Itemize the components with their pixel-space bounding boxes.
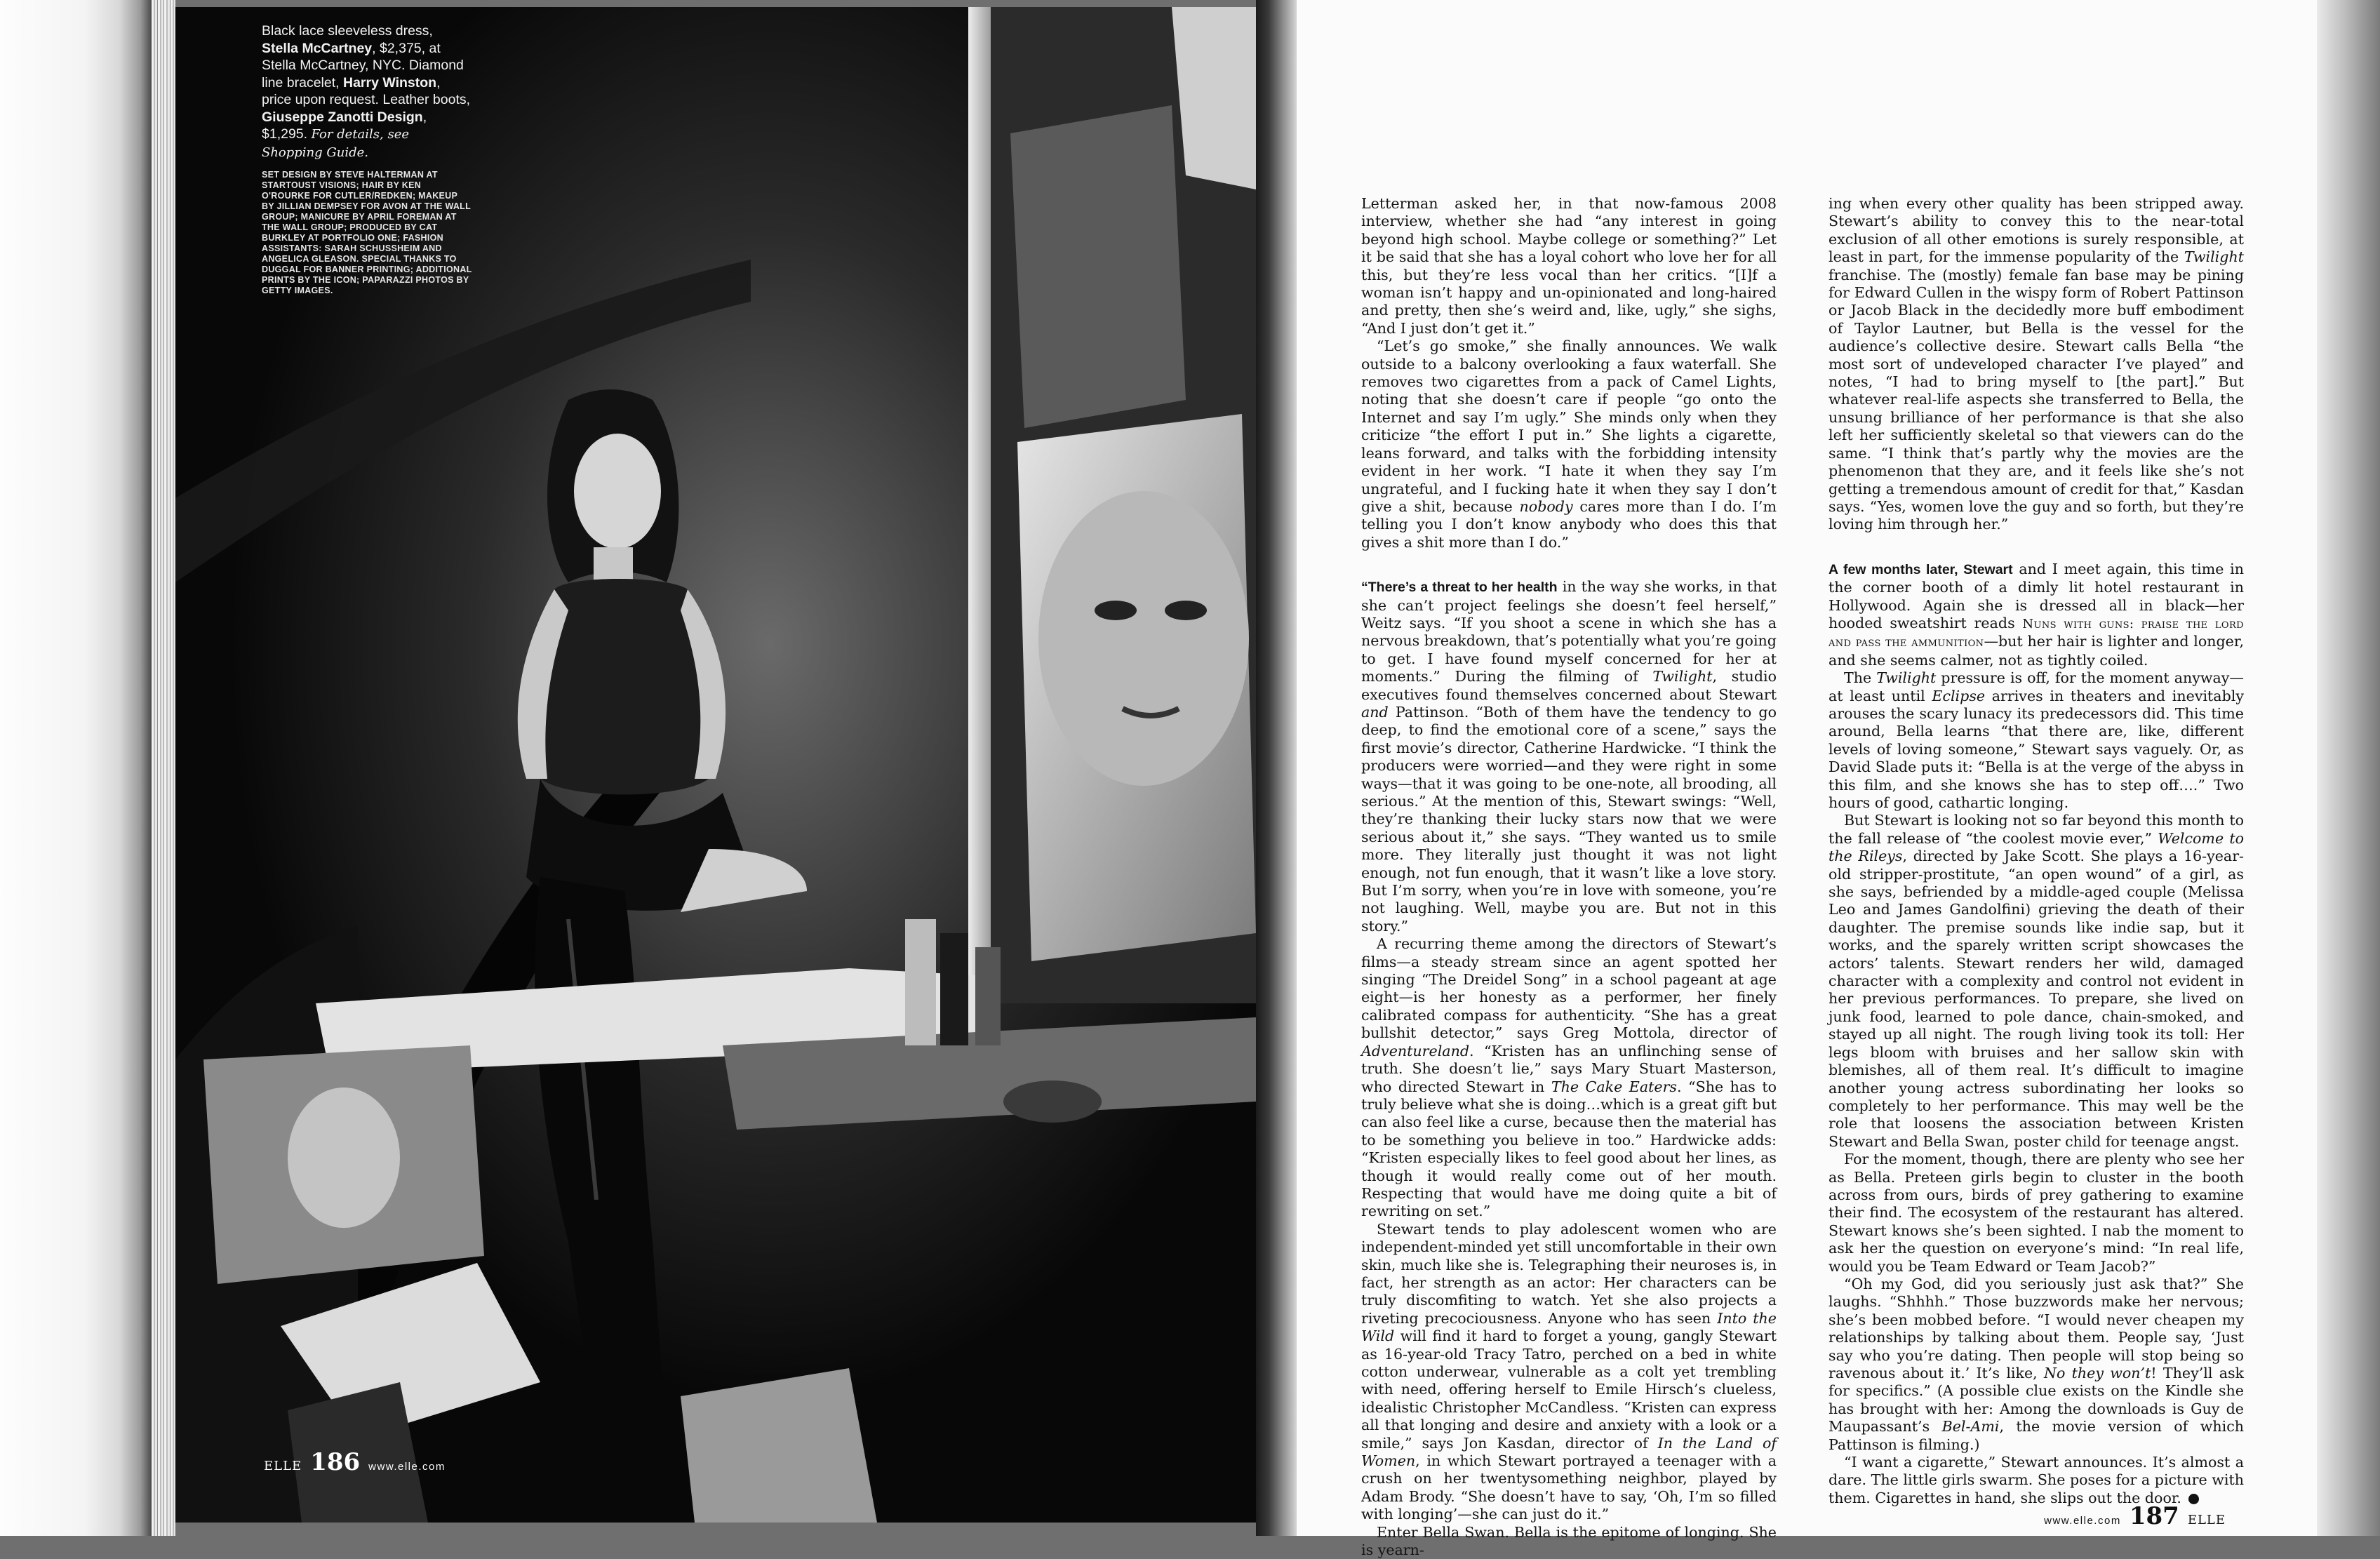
spine-gutter (1256, 0, 1297, 1536)
paragraph: “Let’s go smoke,” she finally announces. We walk outside to a balcony overlooking a faux waterfall. She removes two cigarettes from a pack of Camel Lights, noting that she doesn’t care if people “go onto the Internet and say I’m ugly.” She minds only when they criticize “the effort I put in.” She lights a cigarette, leans forward, and talks with the forbidding intensity evident in her work. “I hate it when they say I’m ungrateful, and I fucking hate it when they say I don’t give a shit, because nobody cares more than I do. I’m telling you I don’t know anybody who does this that gives a shit more than I do.” (1361, 337, 1777, 551)
folio-url: www.elle.com (368, 1461, 446, 1473)
paragraph: Enter Bella Swan. Bella is the epitome of longing. She is yearn- (1361, 1523, 1777, 1559)
folio-brand: ELLE (264, 1459, 302, 1473)
section-lead-in: “There’s a threat to her health (1361, 580, 1558, 596)
folio-brand: ELLE (2187, 1513, 2226, 1527)
folio-url: www.elle.com (2044, 1515, 2121, 1527)
credit-caption: Black lace sleeveless dress, Stella McCartney, $2,375, at Stella McCartney, NYC. Diamond line bracelet, Harry Winston, price upon request. Leather boots, Giuseppe Zanotti Design, $1,295. For details, see Shopping Guide. (262, 23, 471, 160)
stacked-page-edges (152, 0, 175, 1536)
left-folio (264, 1448, 446, 1476)
paragraph: A recurring theme among the directors of Stewart’s films—a steady stream since an agent spotted her singing “The Dreidel Song” in a school pageant at age eight—is her honesty as a performer, her finely calibrated compass for authenticity. “She has a great bullshit detector,” says Greg Mottola, director of Adventureland. “Kristen has an unflinching sense of truth. She doesn’t lie,” says Mary Stuart Masterson, who directed Stewart in The Cake Eaters. “She has to truly believe what she is doing…which is a great gift but can also feel like a curse, because then the material has to be something you believe in too.” Hardwicke adds: “Kristen especially likes to feel good about her lines, as though it would really come out of her mouth. Respecting that would have me doing quite a bit of rewriting on set.” (1361, 935, 1777, 1220)
paragraph: The Twilight pressure is off, for the moment anyway—at least until Eclipse arrives in theaters and inevitably arouses the scary lunacy its predecessors did. This time around, Bella learns “that there are, like, different levels of loving someone,” Stewart says vaguely. Or, as David Slade puts it: “Bella is at the verge of the abyss in this film, and she knows she has to step off….” Two hours of good, cathartic longing. (1829, 669, 2245, 811)
paragraph: A few months later, Stewart and I meet again, this time in the corner booth of a dimly lit hotel restaurant in Hollywood. Again she is dressed all in black—her hooded sweatshirt reads Nuns with guns: praise the lord and pass the ammunition—but her hair is lighter and longer, and she seems calmer, not as tightly coiled. (1829, 560, 2244, 669)
photo-caption (262, 22, 472, 296)
paragraph: But Stewart is looking not so far beyond this month to the fall release of “the coolest movie ever,” Welcome to the Rileys, directed by Jake Scott. She plays a 16-year-old stripper-prostitute, “an open wound” of a girl, as she says, befriended by a middle-aged couple (Melissa Leo and James Gandolfini) grieving the death of their daughter. The premise sounds like indie sap, but it works, and the sparely written script showcases the actors’ talents. Stewart renders her wild, damaged character with a complexity and control not evident in her previous performances. To prepare, she lived on junk food, learned to pole dance, chain-smoked, and stayed up all night. The rough living took its toll: Her legs bloom with bruises and her sallow skin with blemishes, all of them real. It’s difficult to imagine another young actress subordinating her looks so completely to her performance. This may well be the role that loosens the association between Kristen Stewart and Bella Swan, poster child for teenage angst. (1829, 812, 2245, 1150)
scan-background-left (0, 0, 152, 1536)
paragraph: For the moment, though, there are plenty who see her as Bella. Preteen girls begin to cluster in the booth across from ours, birds of prey gathering to examine their find. The ecosystem of the restaurant has altered. Stewart knows she’s been sighted. I nab the moment to ask her the question on everyone’s mind: “In real life, would you be Team Edward or Team Jacob?” (1829, 1151, 2244, 1275)
paragraph: Stewart tends to play adolescent women who are independent-minded yet still uncomfortable in their own skin, much like she is. Telegraphing their neuroses is, in fact, her strength as an actor: Her characters can be truly discomfiting to watch. Yet she also projects a riveting precociousness. Anyone who has seen Into the Wild will find it hard to forget a young, gangly Stewart as 16-year-old Tracy Tatro, perched on a bed in white cotton underwear, vulnerable as a colt yet trembling with need, offering herself to Emile Hirsch’s clueless, idealistic Christopher McCandless. “Kristen can express all that longing and desire and anxiety with a look or a smile,” says Jon Kasdan, director of In the Land of Women, in which Stewart portrayed a teenager with a crush on her twentysomething neighbor, played by Adam Brody. “She doesn’t have to say, ‘Oh, I’m so filled with longing’—she can just do it.” (1361, 1220, 1777, 1523)
section-lead-in: A few months later, Stewart (1829, 561, 2013, 577)
production-credits: SET DESIGN BY STEVE HALTERMAN AT STARTOUST VISIONS; HAIR BY KEN O'ROURKE FOR CUTLER/REDKEN; MAKEUP BY JILLIAN DEMPSEY FOR AVON AT THE WALL GROUP; MANICURE BY APRIL FOREMAN AT THE WALL GROUP; PRODUCED BY CAT BURKLEY AT PORTFOLIO ONE; FASHION ASSISTANTS: SARAH SCHUSSHEIM AND ANGELICA GLEASON. SPECIAL THANKS TO DUGGAL FOR BANNER PRINTING; ADDITIONAL PRINTS BY THE ICON; PAPARAZZI PHOTOS BY GETTY IMAGES. (262, 170, 472, 295)
paragraph: “Oh my God, did you seriously just ask that?” She laughs. “Shhhh.” Those buzzwords make her nervous; she’s been mobbed before. “I would never cheapen my relationships by talking about them. People say, ‘Just say who you’re dating. Then people will stop being so ravenous about it.’ It’s like, No they won’t! They’ll ask for specifics.” (A possible clue exists on the Kindle she has brought with her: Among the downloads is Guy de Maupassant’s Bel-Ami, the movie version of which Pattinson is filming.) (1829, 1275, 2245, 1453)
right-page-article (1297, 0, 2317, 1559)
left-page-photo-spread (175, 7, 1256, 1523)
paragraph: Letterman asked her, in that now-famous 2008 interview, whether she had “any interest in going beyond high school. Maybe college or something?” Let it be said that she has a loyal cohort who love her for all this, but they’re less vocal than her critics. “[I]f a woman isn’t happy and un-opinionated and long-haired and pretty, then she’s weird and, like, ugly,” she sighs, “And I just don’t get it.” (1361, 195, 1777, 337)
page-number: 186 (310, 1448, 361, 1476)
paragraph: “I want a cigarette,” Stewart announces. It’s almost a dare. The little girls swarm. She poses for a picture with them. Cigarettes in hand, she slips out the door. (1829, 1454, 2244, 1506)
article-column-2 (1829, 195, 2244, 1507)
paragraph: “There’s a threat to her health in the way she works, in that she can’t project feelings she doesn’t feel herself,” Weitz says. “If you shoot a scene in which she has a nervous breakdown, that’s potentially what you’re going to get. I have found myself concerned for her at moments.” During the filming of Twilight, studio executives found themselves concerned about Stewart and Pattinson. “Both of them have the tendency to go deep, to find the emotional core of a scene,” says the first movie’s director, Catherine Hardwicke. “I think the producers were worried—and they were right in some ways—that it was going to be one-note, all brooding, all serious.” At the mention of this, Stewart swings: “Well, they’re thanking their lucky stars now that we were serious about it,” she says. “They wanted us to smile more. They literally just thought it was not light enough, not fun enough, that it wasn’t like a love story. But I’m sorry, when you’re in love with someone, you’re not laughing. Well, maybe you are. But not in this story.” (1361, 578, 1777, 935)
page-number: 187 (2129, 1502, 2179, 1530)
right-folio (2044, 1502, 2226, 1530)
scan-background-right (2317, 0, 2380, 1536)
article-column-1 (1361, 195, 1777, 1559)
paragraph: ing when every other quality has been stripped away. Stewart’s ability to convey this to the near-total exclusion of all other emotions is surely responsible, at least in part, for the immense popularity of the Twilight franchise. The (mostly) female fan base may be pining for Edward Cullen in the wispy form of Robert Pattinson or Jacob Black in the decidedly more buff embodiment of Taylor Lautner, but Bella is the vessel for the audience’s collective desire. Stewart calls Bella “the most sort of undeveloped character I’ve played” and notes, “I had to bring myself to [the part].” But whatever real-life aspects she transferred to Bella, the unsung brilliance of her performance is that she also left her sufficiently skeletal so that viewers can do the same. “I think that’s partly why the movies are the phenomenon that they are, and it feels like she’s not getting a tremendous amount of credit for that,” Kasdan says. “Yes, women love the guy and so forth, but they’re loving him through her.” (1829, 195, 2244, 533)
